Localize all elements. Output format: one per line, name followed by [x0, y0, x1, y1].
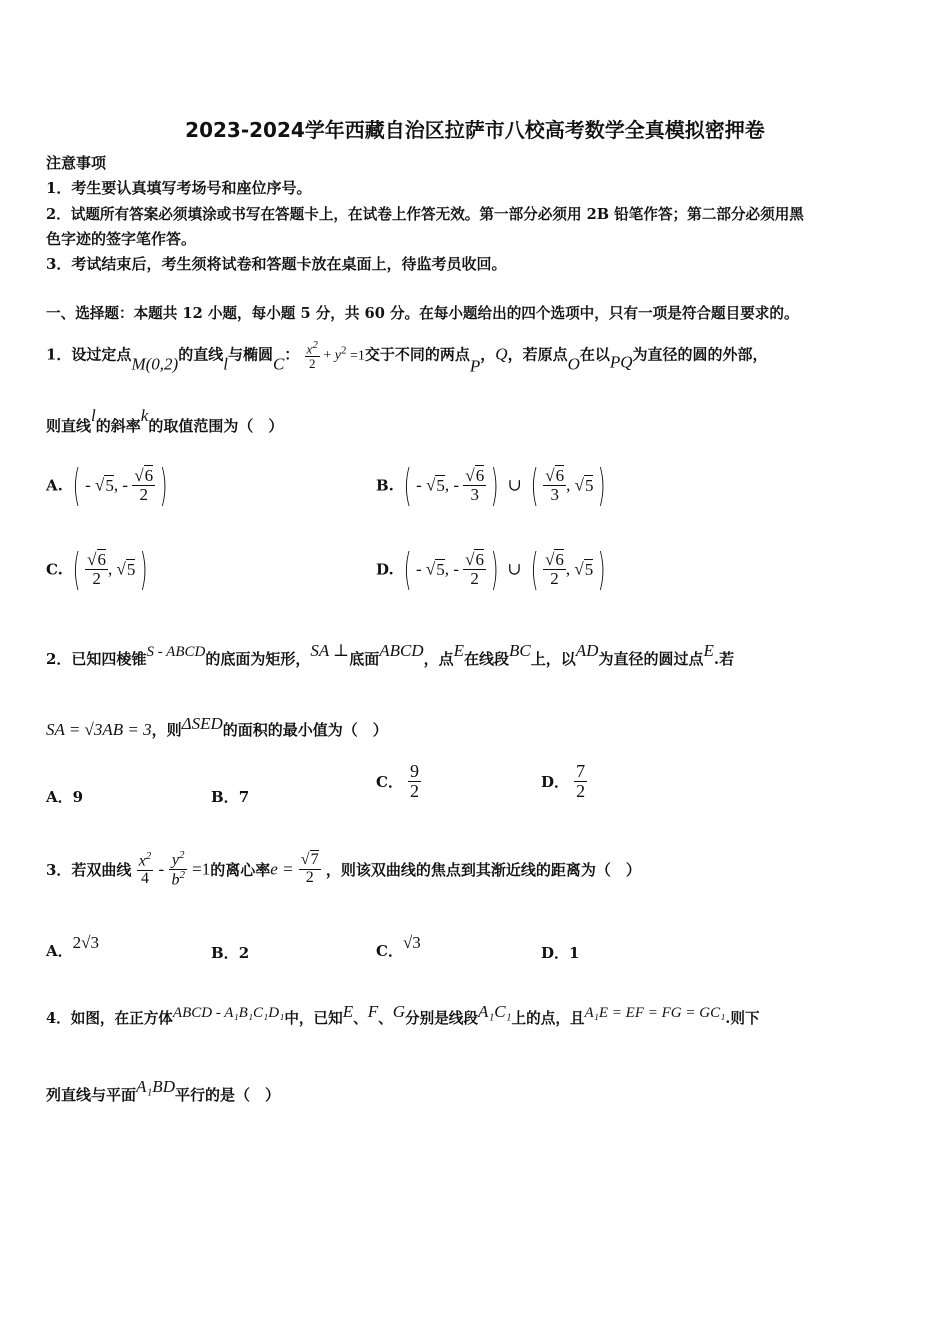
- q1-text: 的取值范围为（ ）: [148, 417, 284, 435]
- q2-pyramid: S - ABCD: [146, 644, 206, 660]
- option-label: B.: [376, 476, 394, 495]
- q4-sep: 、: [353, 1010, 368, 1027]
- section-heading: 一、选择题：本题共 12 小题，每小题 5 分，共 60 分。在每小题给出的四个选项中，只有一项是符合题目要求的。: [46, 305, 799, 322]
- q4-line2: [46, 1077, 280, 1105]
- q3-e-fraction: $\frac{√7}{2}$: [300, 851, 319, 887]
- q1-line-l-2: l: [91, 406, 96, 425]
- q2-option-a[interactable]: [46, 786, 83, 807]
- q2-point-e: E: [453, 641, 464, 660]
- option-label: B．: [211, 944, 239, 962]
- q1-ellipse-fraction: $\frac{x^2}{2}$: [306, 339, 318, 371]
- option-value: 2√3: [72, 933, 99, 952]
- q3-text: 的离心率: [210, 861, 271, 880]
- notice-heading: 注意事项: [46, 154, 107, 172]
- q2-text: 为直径的圆过点: [598, 650, 704, 668]
- q2-option-c[interactable]: [376, 762, 421, 801]
- q1-option-d[interactable]: D. ( - √5, - $\frac{√6}{2}$ ) ∪ ( $\frac{√6}{2}$ , √5 ): [376, 544, 606, 595]
- q1-slope-k: k: [140, 406, 149, 425]
- q2-segment-bc: BC: [509, 641, 531, 660]
- q4-text: 平行的是（ ）: [174, 1086, 280, 1104]
- q1-comma: ，: [480, 345, 496, 364]
- option-label: C.: [46, 560, 63, 579]
- q1-option-c[interactable]: C. ( $\frac{√6}{2}$ , √5 ): [46, 544, 148, 595]
- q1-option-a[interactable]: A. ( - √5, - $\frac{√6}{2}$ ): [46, 460, 168, 511]
- q4-line1: [46, 1002, 760, 1028]
- q2-line1: [46, 641, 734, 669]
- notice-line-1: 1．考生要认真填写考场号和座位序号。: [46, 179, 312, 197]
- q1-colon: ：: [284, 345, 300, 364]
- paren-icon: (: [72, 460, 81, 511]
- option-fraction: $\frac{9}{2}$: [410, 761, 420, 801]
- page-title: 2023-2024学年西藏自治区拉萨市八校高考数学全真模拟密押卷: [185, 118, 765, 142]
- option-value: 9: [72, 788, 84, 806]
- q1-line2: [46, 406, 283, 436]
- q2-text: 的面积的最小值为（ ）: [222, 721, 388, 739]
- q4-cube: ABCD - A₁B₁C₁D₁: [172, 1005, 285, 1021]
- q4-point-e: E: [342, 1002, 354, 1021]
- q2-line2: [46, 714, 388, 740]
- q1-point-p: P: [469, 356, 481, 376]
- q2-text: ，则: [151, 721, 182, 739]
- q1-plus: + $y^2$: [319, 344, 347, 364]
- q4-plane: A₁BD: [136, 1077, 175, 1096]
- q2-option-d[interactable]: [541, 762, 587, 801]
- option-value: 1: [569, 944, 580, 962]
- option-label: B．: [211, 788, 239, 806]
- option-fraction: $\frac{7}{2}$: [576, 761, 586, 801]
- q2-text: 2．已知四棱锥: [46, 650, 147, 668]
- q2-sa-perp: SA ⊥: [310, 641, 350, 660]
- q2-text: ，点: [423, 650, 454, 668]
- q1-origin-o: O: [567, 354, 580, 374]
- q1-text: 交于不同的两点: [364, 345, 470, 364]
- q3-option-a[interactable]: [46, 933, 99, 961]
- q1-text: 为直径的圆的外部，: [632, 345, 768, 364]
- q3-y-fraction: $\frac{y^2}{b^2}$: [171, 849, 185, 889]
- option-label: D．: [541, 944, 570, 962]
- q2-segment-ad: AD: [575, 641, 599, 660]
- q4-point-f: F: [367, 1002, 379, 1021]
- option-label: D．: [541, 772, 570, 791]
- q2-text: 底面: [349, 650, 380, 668]
- option-label: C．: [376, 772, 403, 791]
- q1-line-l: l: [223, 354, 228, 374]
- q1-point-q: Q: [495, 344, 508, 364]
- q4-text: 中，已知: [284, 1010, 343, 1027]
- q1-eq-rest: =1: [349, 348, 365, 364]
- q1-text: 与椭圆: [227, 345, 273, 364]
- option-value: 2: [238, 944, 250, 962]
- q1-segment-pq: PQ: [609, 352, 633, 372]
- paren-icon: ): [159, 460, 168, 511]
- q1-text: 在以: [579, 345, 610, 364]
- q2-condition: SA = √3AB = 3: [46, 720, 152, 739]
- notice-line-3: 3．考试结束后，考生须将试卷和答题卡放在桌面上，待监考员收回。: [46, 255, 507, 273]
- q1-text: 的斜率: [95, 417, 141, 435]
- q2-triangle: ΔSED: [181, 714, 223, 733]
- q1-text: 1．设过定点: [46, 345, 132, 364]
- q3-x-fraction: $\frac{x^2}{4}$: [138, 850, 152, 888]
- q2-text: 的底面为矩形，: [205, 650, 311, 668]
- q2-text: 在线段: [464, 650, 510, 668]
- option-label: C．: [376, 942, 403, 960]
- q4-text: 列直线与平面: [46, 1086, 137, 1104]
- q3-line1: 3．若双曲线 $\frac{x^2}{4}$ - $\frac{y^2}{b^2}$ =1的离心率e = $\frac{√7}{2}$ ，则该双曲线的焦点到其渐近线的距离为（ ）: [46, 849, 641, 889]
- q1-ellipse-c: C: [272, 354, 285, 374]
- q3-option-b[interactable]: [211, 942, 249, 963]
- q4-text: 分别是线段: [405, 1010, 478, 1027]
- q4-sep: 、: [378, 1010, 393, 1027]
- q4-segment: A₁C₁: [477, 1002, 512, 1021]
- q4-equal-parts: A₁E = EF = FG = GC₁: [584, 1005, 726, 1021]
- q1-point-m: M(0,2): [131, 354, 179, 374]
- option-value: √3: [402, 933, 421, 952]
- q2-option-b[interactable]: [211, 786, 249, 807]
- q4-text: .则下: [725, 1010, 760, 1027]
- q3-text: ，则该双曲线的焦点到其渐近线的距离为（ ）: [325, 861, 641, 880]
- q2-point-e-2: E: [703, 641, 714, 660]
- q1-line1: [46, 340, 768, 376]
- q2-text: 上，以: [530, 650, 576, 668]
- q3-option-c[interactable]: [376, 933, 421, 961]
- option-value: 7: [238, 788, 250, 806]
- q1-option-b[interactable]: B. ( - √5, - $\frac{√6}{3}$ ) ∪ ( $\frac{√6}{3}$ , √5 ): [376, 460, 606, 511]
- q3-text: 3．若双曲线: [46, 861, 132, 880]
- q1-text: 则直线: [46, 417, 92, 435]
- notice-line-2a: 2．试题所有答案必须填涂或书写在答题卡上，在试卷上作答无效。第一部分必须用 2B 铅笔作答；第二部分必须用黑: [46, 206, 804, 223]
- option-label: A．: [46, 942, 73, 960]
- option-label: A.: [46, 476, 63, 495]
- q1-text: 的直线: [178, 345, 224, 364]
- q4-point-g: G: [392, 1002, 405, 1021]
- q2-text: .若: [713, 650, 735, 668]
- option-label: D.: [376, 560, 394, 579]
- q1-text: ，若原点: [507, 345, 568, 364]
- q2-base: ABCD: [379, 641, 424, 660]
- notice-line-2b: 色字迹的签字笔作答。: [46, 230, 197, 248]
- option-label: A．: [46, 788, 73, 806]
- q3-option-d[interactable]: [541, 942, 579, 963]
- q4-text: 上的点，且: [511, 1010, 585, 1027]
- q4-text: 4．如图，在正方体: [46, 1010, 173, 1027]
